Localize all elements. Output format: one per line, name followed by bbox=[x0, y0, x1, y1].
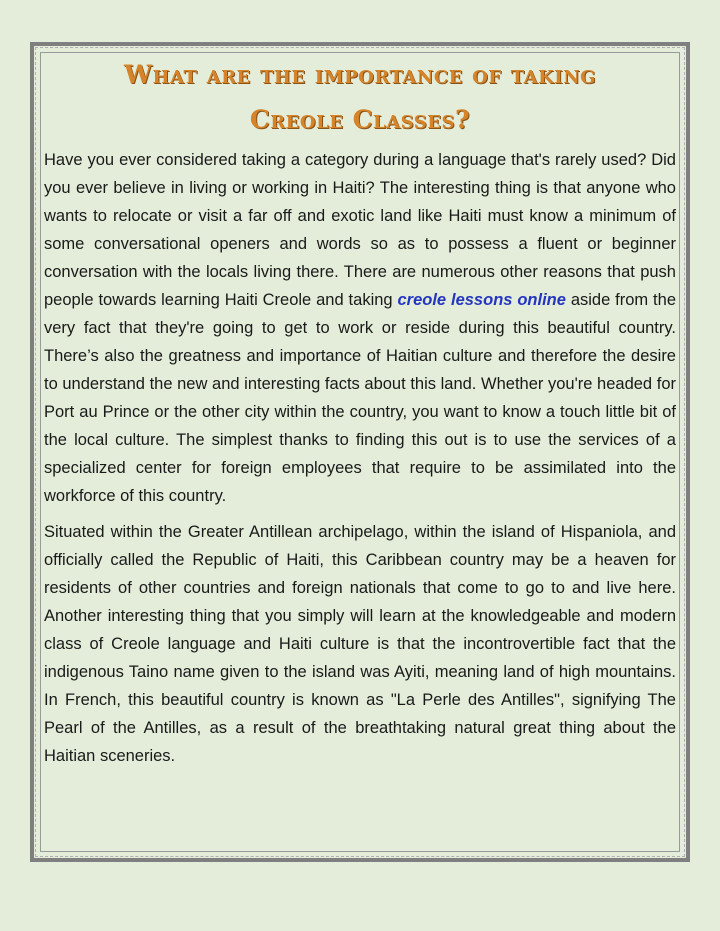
page-title bbox=[44, 52, 676, 142]
paragraph-1-text-a: Have you ever considered taking a category during a language that's rarely used? Did you ever believe in living or working in Haiti? The interesting thing is that anyone who wants to relocate or visit a far off and exotic land like Haiti must know a minimum of some conversational openers and words so as to possess a fluent or beginner conversation with the locals living there. There are numerous other reasons that push people towards learning Haiti Creole and taking bbox=[44, 151, 676, 309]
creole-lessons-link[interactable]: creole lessons online bbox=[397, 291, 566, 309]
article bbox=[44, 52, 676, 778]
paragraph-1-text-b: aside from the very fact that they're going to get to work or reside during this beautiful country. There’s also the greatness and importance of Haitian culture and therefore the desire to understand the new and interesting facts about this land. Whether you're headed for Port au Prince or the other city within the country, you want to know a touch little bit of the local culture. The simplest thanks to finding this out is to use the services of a specialized center for foreign employees that require to be assimilated into the workforce of this country. bbox=[44, 291, 676, 505]
paragraph-2: Situated within the Greater Antillean archipelago, within the island of Hispaniola, and officially called the Republic of Haiti, this Caribbean country may be a heaven for residents of other countries and foreign nationals that come to go to and live here. Another interesting thing that you simply will learn at the knowledgeable and modern class of Creole language and Haiti culture is that the incontrovertible fact that the indigenous Taino name given to the island was Ayiti, meaning land of high mountains. In French, this beautiful country is known as "La Perle des Antilles", signifying The Pearl of the Antilles, as a result of the breathtaking natural great thing about the Haitian sceneries. bbox=[44, 523, 676, 765]
paragraph-1 bbox=[44, 146, 676, 510]
title-line-2: Creole Classes? bbox=[249, 105, 471, 134]
title-line-1: What are the importance of taking bbox=[123, 60, 597, 89]
